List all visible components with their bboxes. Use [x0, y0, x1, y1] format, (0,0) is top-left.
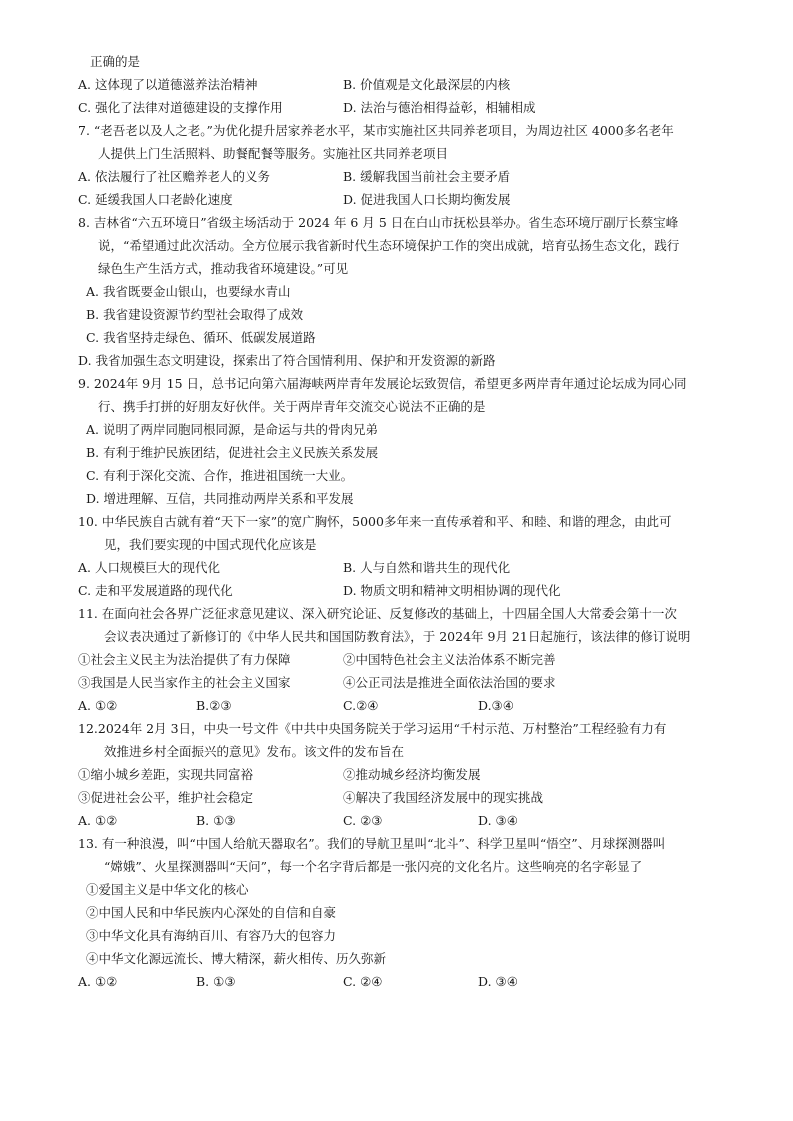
q11-stem-line1: 11. 在面向社会各界广泛征求意见建议、深入研究论证、反复修改的基础上，十四届全国人大常委会第十一次	[78, 606, 677, 621]
q12-statement-2: ②推动城乡经济均衡发展	[343, 767, 481, 782]
q12-statement-3: ③促进社会公平，维护社会稳定	[78, 790, 254, 805]
q11-statement-3: ③我国是人民当家作主的社会主义国家	[78, 675, 291, 690]
q13-statement-2: ②中国人民和中华民族内心深处的自信和自豪	[86, 905, 337, 920]
q10-option-b: B. 人与自然和谐共生的现代化	[343, 560, 511, 575]
q11-statement-4: ④公正司法是推进全面依法治国的要求	[343, 675, 556, 690]
q13-option-d: D. ③④	[478, 974, 518, 989]
q9-option-c: C. 有利于深化交流、合作，推进祖国统一大业。	[86, 468, 354, 483]
q12-stem-line2: 效推进乡村全面振兴的意见》发布。该文件的发布旨在	[104, 744, 405, 759]
q7-option-c: C. 延缓我国人口老龄化速度	[78, 192, 233, 207]
q11-option-c: C.②④	[343, 698, 379, 713]
q13-stem-line1: 13. 有一种浪漫，叫“中国人给航天器取名”。我们的导航卫星叫“北斗”、科学卫星叫“悟空”、月球探测器叫	[78, 836, 666, 851]
q12-option-b: B. ①③	[196, 813, 236, 828]
q13-option-c: C. ②④	[343, 974, 383, 989]
q7-stem-line2: 人提供上门生活照料、助餐配餐等服务。实施社区共同养老项目	[98, 146, 449, 161]
q9-option-a: A. 说明了两岸同胞同根同源，是命运与共的骨肉兄弟	[86, 422, 378, 437]
q6-option-a: A. 这体现了以道德滋养法治精神	[78, 77, 258, 92]
q10-stem-line1: 10. 中华民族自古就有着“天下一家”的宽广胸怀，5000多年来一直传承着和平、和睦、和谐的理念，由此可	[78, 514, 672, 529]
q9-stem-line2: 行、携手打拼的好朋友好伙伴。关于两岸青年交流交心说法不正确的是	[98, 399, 486, 414]
q10-option-a: A. 人口规模巨大的现代化	[78, 560, 220, 575]
q10-option-c: C. 走和平发展道路的现代化	[78, 583, 233, 598]
q8-stem-line2: 说，“希望通过此次活动。全方位展示我省新时代生态环境保护工作的突出成就，培育弘扬生态文化，践行	[98, 238, 680, 253]
q6-option-c: C. 强化了法律对道德建设的支撑作用	[78, 100, 283, 115]
q6-option-d: D. 法治与德治相得益彰，相辅相成	[343, 100, 536, 115]
q13-statement-4: ④中华文化源远流长、博大精深，薪火相传、历久弥新	[86, 951, 387, 966]
q8-option-d: D. 我省加强生态文明建设，探索出了符合国情利用、保护和开发资源的新路	[78, 353, 496, 368]
q8-option-c: C. 我省坚持走绿色、循环、低碳发展道路	[86, 330, 316, 345]
q13-option-a: A. ①②	[78, 974, 118, 989]
q11-statement-1: ①社会主义民主为法治提供了有力保障	[78, 652, 291, 667]
q12-option-a: A. ①②	[78, 813, 118, 828]
q11-stem-line2: 会议表决通过了新修订的《中华人民共和国国防教育法》，于 2024年 9月 21日起施行，该法律的修订说明	[104, 629, 691, 644]
q8-stem-line1: 8. 吉林省“六五环境日”省级主场活动于 2024 年 6 月 5 日在白山市抚松县举办。省生态环境厅副厅长蔡宝峰	[78, 215, 679, 230]
q7-option-a: A. 依法履行了社区赡养老人的义务	[78, 169, 270, 184]
q12-option-d: D. ③④	[478, 813, 518, 828]
q11-option-b: B.②③	[196, 698, 232, 713]
q13-statement-3: ③中华文化具有海纳百川、有容乃大的包容力	[86, 928, 337, 943]
q12-stem-line1: 12.2024年 2月 3日，中央一号文件《中共中央国务院关于学习运用“千村示范、万村整治”工程经验有力有	[78, 721, 667, 736]
q9-option-d: D. 增进理解、互信，共同推动两岸关系和平发展	[86, 491, 354, 506]
q12-statement-1: ①缩小城乡差距，实现共同富裕	[78, 767, 254, 782]
q8-option-a: A. 我省既要金山银山，也要绿水青山	[86, 284, 291, 299]
q10-stem-line2: 见，我们要实现的中国式现代化应该是	[104, 537, 317, 552]
q7-option-d: D. 促进我国人口长期均衡发展	[343, 192, 511, 207]
q9-option-b: B. 有利于维护民族团结，促进社会主义民族关系发展	[86, 445, 379, 460]
q11-statement-2: ②中国特色社会主义法治体系不断完善	[343, 652, 556, 667]
q12-statement-4: ④解决了我国经济发展中的现实挑战	[343, 790, 544, 805]
q11-option-d: D.③④	[478, 698, 514, 713]
q12-option-c: C. ②③	[343, 813, 383, 828]
q13-stem-line2: “嫦娥”、火星探测器叫“天问”，每一个名字背后都是一张闪亮的文化名片。这些响亮的名字彰显了	[104, 859, 643, 874]
q8-option-b: B. 我省建设资源节约型社会取得了成效	[86, 307, 304, 322]
q11-option-a: A. ①②	[78, 698, 118, 713]
q6-stem-tail: 正确的是	[90, 54, 141, 69]
q9-stem-line1: 9. 2024年 9月 15 日，总书记向第六届海峡两岸青年发展论坛致贺信，希望更多两岸青年通过论坛成为同心同	[78, 376, 687, 391]
q6-option-b: B. 价值观是文化最深层的内核	[343, 77, 511, 92]
q13-option-b: B. ①③	[196, 974, 236, 989]
q10-option-d: D. 物质文明和精神文明相协调的现代化	[343, 583, 561, 598]
q13-statement-1: ①爱国主义是中华文化的核心	[86, 882, 249, 897]
q7-stem-line1: 7. “老吾老以及人之老。”为优化提升居家养老水平，某市实施社区共同养老项目，为周边社区 4000多名老年	[78, 123, 674, 138]
q7-option-b: B. 缓解我国当前社会主要矛盾	[343, 169, 511, 184]
q8-stem-line3: 绿色生产生活方式，推动我省环境建设。”可见	[98, 261, 349, 276]
